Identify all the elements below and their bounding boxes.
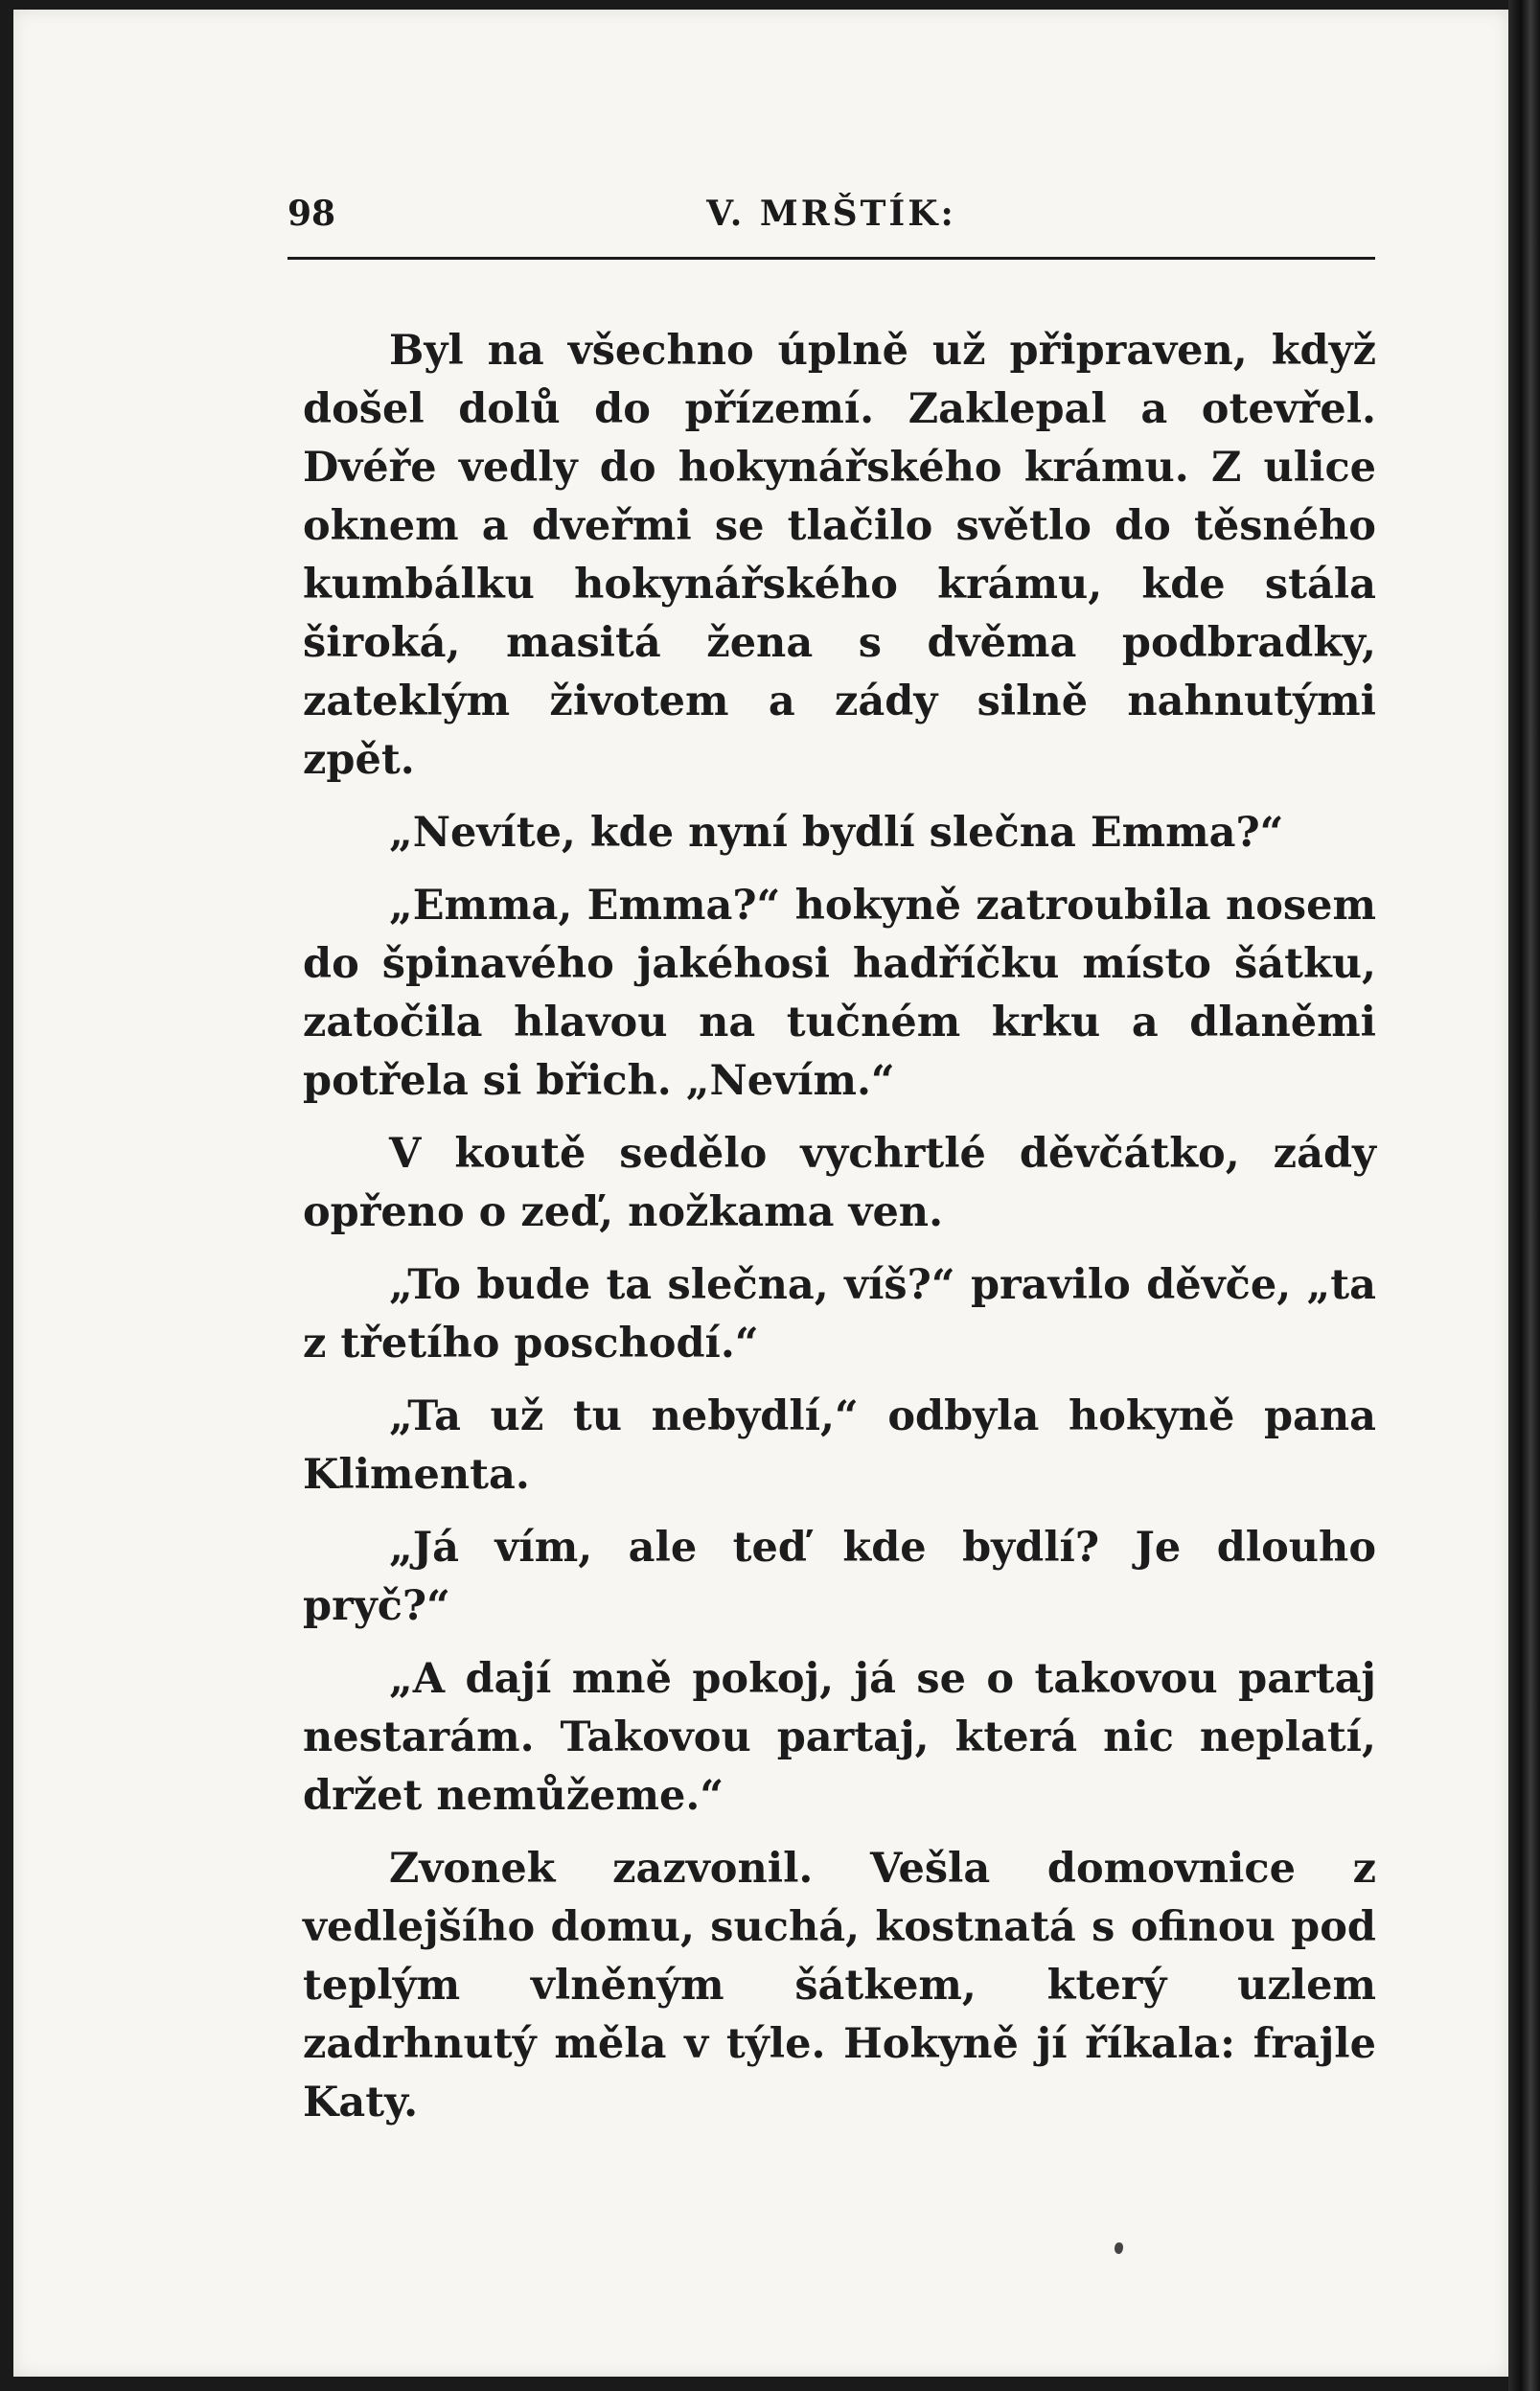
- page-number: 98: [287, 194, 336, 234]
- paragraph-3: „Emma, Emma?“ hokyně zatroubila nosem do špinavého jakéhosi hadříčku místo šátku, zatočila hlavou na tučném krku a dlaněmi potřela si břich. „Nevím.“: [303, 882, 1376, 1105]
- paragraph-8: „A dají mně pokoj, já se o takovou partaj nestarám. Takovou partaj, která nic neplatí, držet nemůžeme.“: [303, 1655, 1376, 1820]
- paragraph-9: Zvonek zazvonil. Vešla domovnice z vedlejšího domu, suchá, kostnatá s ofinou pod teplým vlněným šátkem, který uzlem zadrhnutý měla v týle. Hokyně jí říkala: frajle Katy.: [303, 1845, 1376, 2127]
- page-header: [287, 190, 1375, 247]
- paragraph-2: „Nevíte, kde nyní bydlí slečna Emma?“: [389, 809, 1284, 857]
- book-spine-edge: [1508, 0, 1540, 2391]
- running-title: V. MRŠTÍK:: [706, 194, 956, 234]
- body-text: [303, 322, 1376, 2147]
- paragraph-4: V koutě sedělo vychrtlé děvčátko, zády opřeno o zeď, nožkama ven.: [303, 1130, 1376, 1236]
- paragraph-5: „To bude ta slečna, víš?“ pravilo děvče, „ta z třetího poschodí.“: [303, 1261, 1376, 1368]
- paragraph-6: „Ta už tu nebydlí,“ odbyla hokyně pana Klimenta.: [303, 1392, 1376, 1499]
- paragraph-7: „Já vím, ale teď kde bydlí? Je dlouho pryč?“: [303, 1524, 1376, 1630]
- header-rule: [287, 257, 1375, 260]
- paragraph-1: Byl na všechno úplně už připraven, když došel dolů do přízemí. Zaklepal a otevřel. Dvéře vedly do hokynářského krámu. Z ulice oknem a dveřmi se tlačilo světlo do těsného kumbálku hokynářského krámu, kde stála široká, masitá žena s dvěma podbradky, zateklým životem a zády silně nahnutými zpět.: [303, 327, 1376, 784]
